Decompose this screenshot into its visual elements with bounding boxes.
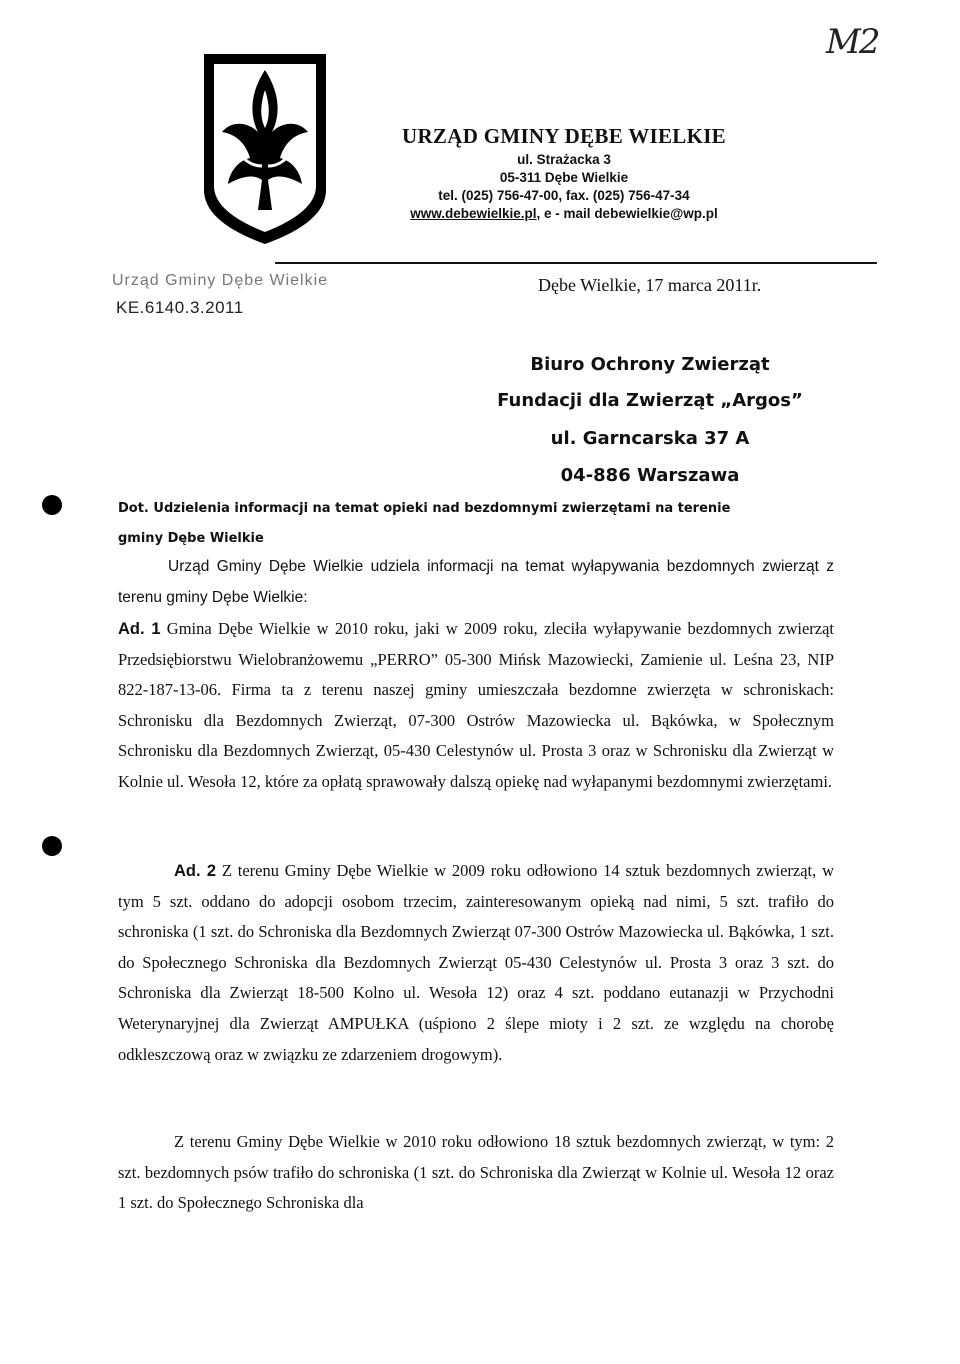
recipient-line-2: Fundacji dla Zwierząt „Argos” [497, 390, 803, 411]
ad1-paragraph [118, 614, 834, 798]
office-stamp: Urząd Gminy Dębe Wielkie [112, 272, 329, 289]
coat-of-arms-icon [200, 50, 330, 246]
ad1-text: Gmina Dębe Wielkie w 2010 roku, jaki w 2009 roku, zleciła wyłapywanie bezdomnych zwierząt Przedsiębiorstwu Wielobranżowemu „PERRO” 05-300 Mińsk Mazowiecki, Zamienie ul. Leśna 23, NIP 822-187-13-06. Firma ta z terenu naszej gminy umieszczała bezdomne zwierzęta w schroniskach: Schronisku dla Bezdomnych Zwierząt, 07-300 Ostrów Mazowiecka ul. Bąkówka, w Społecznym Schronisku dla Bezdomnych Zwierząt, 05-430 Celestynów ul. Prosta 3 oraz w Schronisku dla Zwierząt w Kolnie ul. Wesoła 12, które za opłatą sprawowały dalszą opiekę nad wyłapanymi bezdomnymi zwierzętami. [118, 619, 835, 791]
letterhead-divider [275, 262, 877, 264]
subject-line-1: Dot. Udzielenia informacji na temat opieki nad bezdomnymi zwierzętami na terenie [118, 501, 731, 516]
intro-text: Urząd Gminy Dębe Wielkie udziela informacji na temat wyłapywania bezdomnych zwierząt z terenu gminy Dębe Wielkie: [118, 558, 834, 606]
office-web [384, 206, 744, 221]
handwritten-page-mark: M2 [826, 22, 879, 62]
recipient-line-1: Biuro Ochrony Zwierząt [530, 354, 770, 375]
punch-hole [42, 836, 62, 856]
case-number: KE.6140.3.2011 [116, 298, 244, 317]
office-postal: 05-311 Dębe Wielkie [499, 170, 629, 185]
office-phone: tel. (025) 756-47-00, fax. (025) 756-47-34 [438, 188, 690, 203]
ad1-label: Ad. 1 [118, 620, 161, 638]
email-link[interactable]: debewielkie@wp.pl [594, 206, 718, 221]
year-2010-paragraph [118, 1127, 834, 1219]
email-prefix: , e - mail [536, 206, 595, 221]
office-street: ul. Strażacka 3 [517, 152, 611, 167]
ad2-label: Ad. 2 [174, 862, 217, 880]
recipient-line-4: 04-886 Warszawa [560, 465, 740, 486]
intro-paragraph [118, 552, 834, 613]
office-name: URZĄD GMINY DĘBE WIELKIE [401, 124, 726, 148]
year-2010-text: Z terenu Gminy Dębe Wielkie w 2010 roku odłowiono 18 sztuk bezdomnych zwierząt, w tym: 2 szt. bezdomnych psów trafiło do schroniska (1 szt. do Schroniska dla Zwierząt w Kolnie ul. Wesoła 12 oraz 1 szt. do Społecznego Schroniska dla [118, 1132, 834, 1213]
date-place: Dębe Wielkie, 17 marca 2011r. [538, 275, 762, 295]
punch-hole [42, 495, 62, 515]
ad2-paragraph [118, 856, 834, 1070]
website-link[interactable]: www.debewielkie.pl [410, 206, 537, 221]
subject-line-2: gminy Dębe Wielkie [118, 531, 264, 546]
recipient-line-3: ul. Garncarska 37 A [550, 428, 750, 449]
ad2-text: Z terenu Gminy Dębe Wielkie w 2009 roku odłowiono 14 sztuk bezdomnych zwierząt, w tym 5 szt. oddano do adopcji osobom trzecim, zainteresowanym opieką nad nimi, 5 szt. trafiło do schroniska (1 szt. do Schroniska dla Bezdomnych Zwierząt 07-300 Ostrów Mazowiecka ul. Bąkówka, 1 szt. do Społecznego Schroniska dla Bezdomnych Zwierząt 05-430 Celestynów ul. Prosta 3 oraz 3 szt. do Schroniska dla Zwierząt 18-500 Kolno ul. Wesoła 12) oraz 4 szt. poddano eutanazji w Przychodni Weterynaryjnej dla Zwierząt AMPUŁKA (uśpiono 2 ślepe mioty i 2 szt. ze względu na chorobę odkleszczową oraz w związku ze zdarzeniem drogowym). [118, 861, 835, 1064]
